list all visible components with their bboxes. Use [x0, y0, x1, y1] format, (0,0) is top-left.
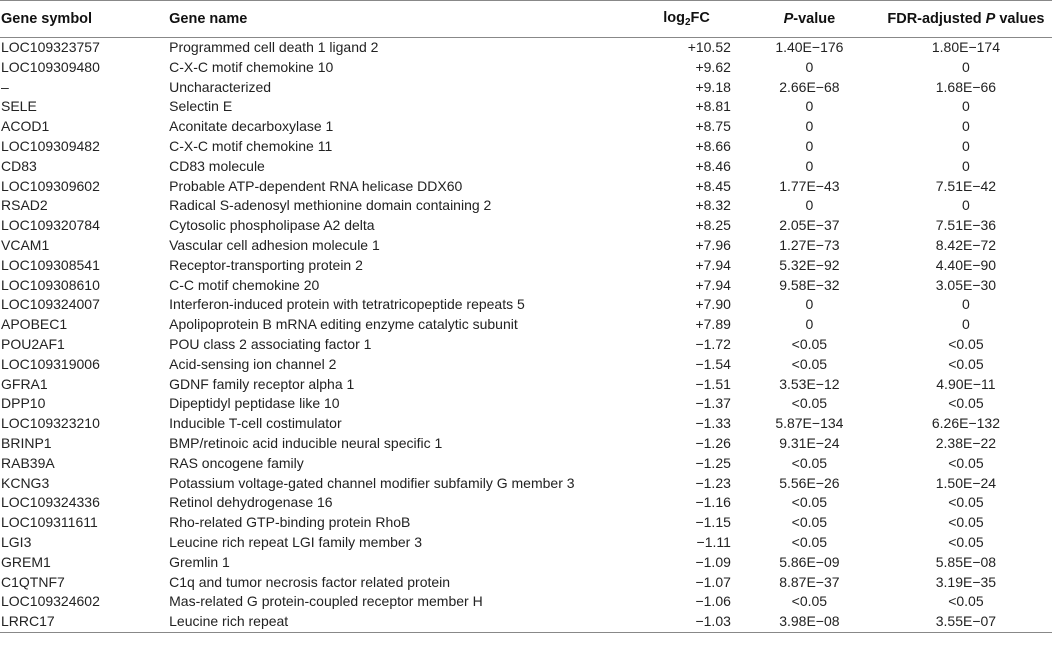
- table-row: [0, 375, 1052, 395]
- cell-log2fc: +7.94: [695, 256, 731, 273]
- cell-gene-name: RAS oncogene family: [169, 454, 304, 471]
- cell-fdr-p-value: 5.85E−08: [935, 553, 997, 570]
- cell-p-value: <0.05: [791, 593, 828, 610]
- cell-fdr-p-value: 7.51E−36: [935, 217, 997, 234]
- table-row: [0, 335, 1052, 355]
- cell-p-value: 5.56E−26: [779, 474, 840, 491]
- cell-fdr-p-value: 1.80E−174: [931, 39, 1000, 55]
- cell-fdr-p-value: 8.42E−72: [935, 236, 997, 253]
- cell-log2fc: +8.75: [695, 118, 731, 135]
- cell-p-value: 3.98E−08: [739, 612, 880, 632]
- cell-fdr-p-value: 0: [962, 316, 970, 333]
- cell-p-value: 2.05E−37: [779, 217, 840, 234]
- header-row: [0, 1, 1052, 38]
- cell-log2fc: +7.89: [695, 316, 731, 333]
- cell-log2fc: +7.90: [695, 296, 731, 313]
- cell-gene-name: Selectin E: [169, 98, 233, 115]
- cell-gene-name: Radical S-adenosyl methionine domain containing 2: [169, 197, 492, 214]
- cell-gene-symbol: SELE: [1, 98, 37, 115]
- cell-p-value: 1.77E−43: [779, 177, 840, 194]
- cell-p-value: 0: [805, 316, 814, 333]
- cell-log2fc: −1.26: [695, 434, 731, 451]
- cell-gene-name: Uncharacterized: [169, 78, 272, 95]
- header-fdr-p-values: [880, 1, 1052, 38]
- cell-gene-symbol: VCAM1: [1, 236, 50, 253]
- cell-gene-symbol: RSAD2: [1, 197, 48, 214]
- cell-gene-symbol: LOC109320784: [1, 217, 100, 234]
- cell-p-value: <0.05: [791, 335, 828, 352]
- table-row: [0, 295, 1052, 315]
- cell-gene-name: Potassium voltage-gated channel modifier subfamily G member 3: [169, 474, 575, 491]
- table-row: [0, 474, 1052, 494]
- cell-gene-name: Leucine rich repeat LGI family member 3: [169, 533, 423, 550]
- header-fdr-italic: P: [985, 11, 996, 27]
- cell-fdr-p-value: 4.90E−11: [936, 375, 996, 392]
- cell-gene-symbol: LOC109311611: [1, 514, 98, 531]
- cell-gene-name: Apolipoprotein B mRNA editing enzyme catalytic subunit: [169, 316, 518, 333]
- cell-log2fc: +8.25: [695, 217, 731, 234]
- cell-p-value: <0.05: [791, 395, 828, 412]
- cell-log2fc: +7.94: [695, 276, 731, 293]
- cell-gene-name: Gremlin 1: [169, 553, 230, 570]
- cell-log2fc: −1.16: [695, 494, 731, 511]
- header-gene-symbol: Gene symbol: [0, 1, 169, 38]
- header-fdr-rest: values: [995, 11, 1045, 27]
- cell-gene-symbol: LRRC17: [0, 612, 169, 632]
- cell-fdr-p-value: 7.51E−42: [935, 177, 997, 194]
- cell-p-value: <0.05: [791, 355, 828, 372]
- cell-fdr-p-value: <0.05: [948, 533, 984, 550]
- cell-log2fc: −1.06: [695, 593, 731, 610]
- table-row: [0, 394, 1052, 414]
- cell-fdr-p-value: <0.05: [948, 593, 984, 610]
- cell-gene-symbol: LOC109323757: [1, 39, 100, 55]
- cell-log2fc: +10.52: [687, 39, 731, 55]
- cell-gene-symbol: GFRA1: [1, 375, 48, 392]
- cell-gene-name: Rho-related GTP-binding protein RhoB: [169, 514, 411, 531]
- cell-p-value: 1.27E−73: [779, 236, 840, 253]
- cell-gene-symbol: APOBEC1: [1, 316, 68, 333]
- cell-log2fc: +9.62: [695, 58, 731, 75]
- cell-gene-name: Interferon-induced protein with tetratricopeptide repeats 5: [169, 296, 525, 313]
- header-log2fc-prefix: log: [663, 10, 685, 26]
- cell-fdr-p-value: <0.05: [948, 514, 984, 531]
- table-row: [0, 177, 1052, 197]
- cell-log2fc: +8.32: [695, 197, 731, 214]
- cell-fdr-p-value: 2.38E−22: [935, 434, 997, 451]
- cell-gene-name: Mas-related G protein-coupled receptor member H: [169, 593, 483, 610]
- cell-log2fc: −1.54: [695, 355, 731, 372]
- cell-p-value: <0.05: [791, 494, 828, 511]
- cell-gene-name: Aconitate decarboxylase 1: [169, 118, 334, 135]
- cell-fdr-p-value: 0: [962, 197, 970, 214]
- table-row: [0, 216, 1052, 236]
- table-row: [0, 592, 1052, 612]
- table-row: [0, 315, 1052, 335]
- cell-gene-name: C-X-C motif chemokine 11: [169, 137, 333, 154]
- cell-gene-symbol: KCNG3: [1, 474, 50, 491]
- cell-fdr-p-value: 1.50E−24: [935, 474, 997, 491]
- header-p-rest: -value: [793, 11, 836, 27]
- table-row: [0, 38, 1052, 58]
- cell-fdr-p-value: 3.55E−07: [880, 612, 1052, 632]
- cell-log2fc: −1.11: [696, 533, 731, 550]
- cell-log2fc: −1.72: [695, 335, 731, 352]
- cell-log2fc: −1.25: [695, 454, 731, 471]
- cell-fdr-p-value: <0.05: [948, 395, 984, 412]
- cell-gene-symbol: RAB39A: [1, 454, 55, 471]
- cell-p-value: 3.53E−12: [779, 375, 840, 392]
- table-row: [0, 58, 1052, 78]
- header-gene-name: Gene name: [169, 1, 634, 38]
- cell-gene-name: POU class 2 associating factor 1: [169, 335, 372, 352]
- cell-gene-symbol: LOC109324602: [1, 593, 100, 610]
- cell-p-value: 5.87E−134: [775, 415, 844, 432]
- cell-gene-symbol: LOC109324007: [1, 296, 100, 313]
- cell-log2fc: −1.15: [695, 514, 731, 531]
- cell-fdr-p-value: 0: [962, 58, 970, 75]
- cell-gene-name: Vascular cell adhesion molecule 1: [169, 236, 380, 253]
- cell-log2fc: −1.07: [695, 573, 731, 590]
- cell-log2fc: +8.46: [695, 157, 731, 174]
- cell-p-value: 8.87E−37: [779, 573, 840, 590]
- header-fdr-prefix: FDR-adjusted: [887, 11, 986, 27]
- cell-gene-name: Dipeptidyl peptidase like 10: [169, 395, 340, 412]
- cell-gene-symbol: LOC109309602: [1, 177, 100, 194]
- cell-fdr-p-value: <0.05: [948, 494, 984, 511]
- cell-gene-name: Cytosolic phospholipase A2 delta: [169, 217, 375, 234]
- cell-gene-symbol: ACOD1: [1, 118, 50, 135]
- table-row: [0, 97, 1052, 117]
- table-row: [0, 78, 1052, 98]
- cell-gene-name: GDNF family receptor alpha 1: [169, 375, 355, 392]
- cell-p-value: 1.40E−176: [775, 39, 844, 55]
- header-p-italic: P: [783, 11, 794, 27]
- cell-log2fc: +9.18: [695, 78, 731, 95]
- cell-gene-symbol: C1QTNF7: [1, 573, 65, 590]
- cell-gene-name: C-X-C motif chemokine 10: [169, 58, 334, 75]
- table-row: [0, 355, 1052, 375]
- cell-fdr-p-value: 3.19E−35: [935, 573, 997, 590]
- cell-p-value: <0.05: [791, 514, 828, 531]
- cell-p-value: 0: [805, 58, 814, 75]
- cell-fdr-p-value: <0.05: [948, 454, 984, 471]
- cell-gene-symbol: LOC109324336: [1, 494, 100, 511]
- cell-gene-symbol: GREM1: [1, 553, 51, 570]
- cell-p-value: 0: [805, 157, 814, 174]
- cell-fdr-p-value: <0.05: [948, 355, 984, 372]
- header-log2fc: [634, 1, 739, 38]
- cell-gene-symbol: LOC109308610: [1, 276, 100, 293]
- cell-log2fc: −1.09: [695, 553, 731, 570]
- cell-gene-symbol: CD83: [1, 157, 37, 174]
- cell-gene-symbol: POU2AF1: [1, 335, 65, 352]
- cell-gene-symbol: LOC109319006: [1, 355, 100, 372]
- cell-fdr-p-value: 0: [962, 118, 970, 135]
- cell-fdr-p-value: 0: [962, 157, 970, 174]
- cell-gene-symbol: LOC109323210: [1, 415, 100, 432]
- cell-gene-name: Acid-sensing ion channel 2: [169, 355, 337, 372]
- cell-p-value: 0: [805, 98, 814, 115]
- cell-log2fc: +8.81: [695, 98, 731, 115]
- cell-log2fc: +8.66: [695, 137, 731, 154]
- table-row: [0, 513, 1052, 533]
- table-row: [0, 276, 1052, 296]
- cell-gene-symbol: BRINP1: [1, 434, 52, 451]
- cell-fdr-p-value: 6.26E−132: [931, 415, 1000, 432]
- table-row: [0, 256, 1052, 276]
- cell-gene-symbol: LOC109309480: [1, 58, 100, 75]
- header-log2fc-subscript: 2: [684, 17, 691, 28]
- table-row: [0, 117, 1052, 137]
- cell-fdr-p-value: 0: [962, 137, 970, 154]
- table-row: [0, 533, 1052, 553]
- table-body: [0, 38, 1052, 633]
- cell-fdr-p-value: 1.68E−66: [935, 78, 997, 95]
- cell-log2fc: −1.33: [695, 415, 731, 432]
- cell-gene-name: CD83 molecule: [169, 157, 265, 174]
- table-row: [0, 553, 1052, 573]
- table-row: [0, 414, 1052, 434]
- cell-p-value: 5.32E−92: [779, 256, 840, 273]
- cell-gene-name: Leucine rich repeat: [169, 612, 634, 632]
- cell-fdr-p-value: 0: [962, 296, 970, 313]
- cell-gene-symbol: LOC109309482: [1, 137, 100, 154]
- table-row: [0, 573, 1052, 593]
- cell-log2fc: −1.37: [695, 395, 731, 412]
- cell-gene-symbol: LOC109308541: [1, 256, 100, 273]
- cell-log2fc: +7.96: [695, 236, 731, 253]
- cell-p-value: 0: [805, 296, 814, 313]
- cell-p-value: 9.58E−32: [779, 276, 840, 293]
- cell-gene-name: Inducible T-cell costimulator: [169, 415, 342, 432]
- cell-log2fc: −1.51: [695, 375, 731, 392]
- table-row: [0, 493, 1052, 513]
- cell-p-value: 0: [805, 197, 814, 214]
- cell-p-value: 0: [805, 137, 814, 154]
- cell-p-value: 9.31E−24: [779, 434, 840, 451]
- cell-fdr-p-value: 4.40E−90: [935, 256, 997, 273]
- cell-gene-symbol: –: [1, 78, 9, 95]
- table-row: [0, 236, 1052, 256]
- cell-gene-name: BMP/retinoic acid inducible neural specific 1: [169, 434, 443, 451]
- cell-p-value: <0.05: [791, 454, 828, 471]
- cell-p-value: 0: [805, 118, 814, 135]
- cell-fdr-p-value: 3.05E−30: [935, 276, 997, 293]
- cell-p-value: <0.05: [791, 533, 828, 550]
- cell-gene-name: C1q and tumor necrosis factor related protein: [169, 573, 451, 590]
- table-row: [0, 612, 1052, 632]
- cell-gene-name: Retinol dehydrogenase 16: [169, 494, 333, 511]
- table-row: [0, 137, 1052, 157]
- cell-gene-name: Probable ATP-dependent RNA helicase DDX60: [169, 177, 463, 194]
- cell-gene-name: Programmed cell death 1 ligand 2: [169, 39, 379, 55]
- cell-log2fc: −1.23: [695, 474, 731, 491]
- cell-fdr-p-value: <0.05: [948, 335, 984, 352]
- table-row: [0, 434, 1052, 454]
- table-row: [0, 454, 1052, 474]
- header-p-value: [739, 1, 880, 38]
- table-row: [0, 196, 1052, 216]
- header-log2fc-suffix: FC: [690, 10, 710, 26]
- cell-log2fc: +8.45: [695, 177, 731, 194]
- cell-p-value: 2.66E−68: [779, 78, 840, 95]
- cell-gene-name: C-C motif chemokine 20: [169, 276, 320, 293]
- cell-log2fc: −1.03: [634, 612, 739, 632]
- cell-gene-name: Receptor-transporting protein 2: [169, 256, 363, 273]
- cell-fdr-p-value: 0: [962, 98, 970, 115]
- cell-gene-symbol: DPP10: [1, 395, 46, 412]
- cell-gene-symbol: LGI3: [1, 533, 32, 550]
- cell-p-value: 5.86E−09: [779, 553, 840, 570]
- table-row: [0, 157, 1052, 177]
